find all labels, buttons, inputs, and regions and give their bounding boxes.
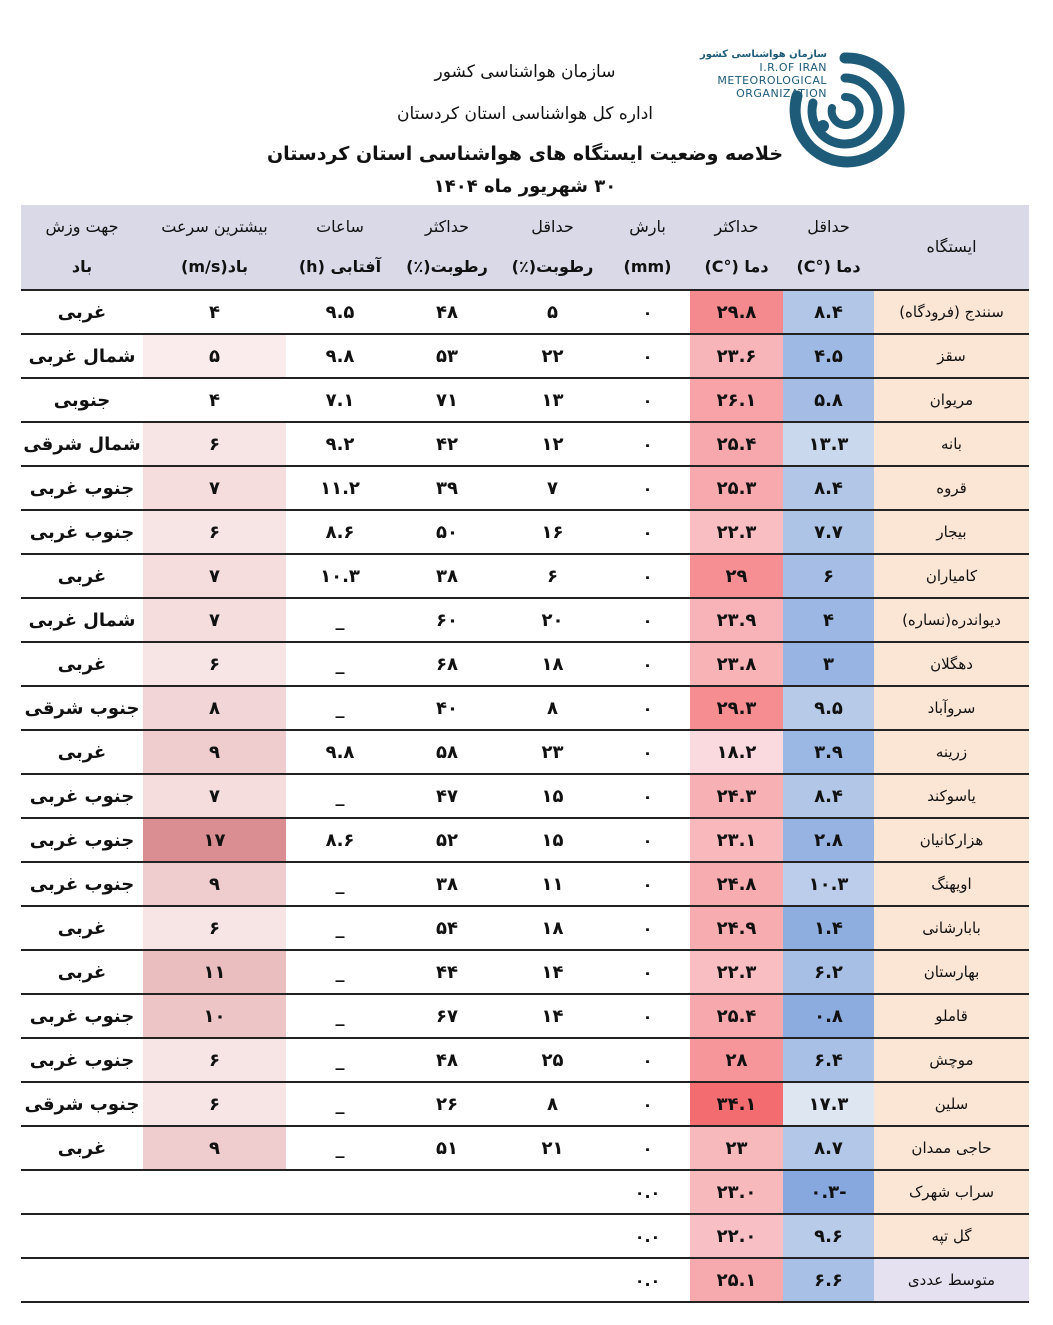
column-header	[500, 205, 605, 290]
table-row	[21, 510, 1029, 554]
max-wind-speed: ۴	[143, 290, 286, 334]
sunshine-hours	[286, 1214, 394, 1258]
station-name: اویهنگ	[874, 862, 1029, 906]
min-temp: ۶.۶	[783, 1258, 874, 1302]
wind-direction: جنوب غربی	[21, 994, 143, 1038]
wind-direction: جنوب غربی	[21, 466, 143, 510]
precipitation: ۰	[605, 1082, 690, 1126]
max-temp: ۲۳.۱	[690, 818, 783, 862]
meteorological-organization-logo	[695, 48, 910, 173]
table-row	[21, 774, 1029, 818]
logo-text-en-1: I.R.OF IRAN	[759, 61, 827, 74]
max-wind-speed: ۶	[143, 906, 286, 950]
precipitation: ۰	[605, 510, 690, 554]
table-row	[21, 1126, 1029, 1170]
sunshine-hours: ۹.۸	[286, 334, 394, 378]
max-humidity: ۴۸	[394, 290, 500, 334]
precipitation: ۰.۰	[605, 1258, 690, 1302]
min-temp: ۲.۸	[783, 818, 874, 862]
max-temp: ۲۵.۳	[690, 466, 783, 510]
table-row	[21, 378, 1029, 422]
table-row	[21, 1082, 1029, 1126]
min-temp: ۸.۴	[783, 290, 874, 334]
min-humidity: ۶	[500, 554, 605, 598]
max-humidity: ۵۳	[394, 334, 500, 378]
min-temp: ۱۷.۳	[783, 1082, 874, 1126]
min-humidity: ۱۲	[500, 422, 605, 466]
sunshine-hours	[286, 1258, 394, 1302]
max-temp: ۲۵.۴	[690, 994, 783, 1038]
column-header-line2: (mm)	[623, 257, 672, 276]
min-humidity: ۲۳	[500, 730, 605, 774]
column-header	[690, 205, 783, 290]
station-name: موچش	[874, 1038, 1029, 1082]
max-humidity: ۵۴	[394, 906, 500, 950]
max-humidity: ۵۲	[394, 818, 500, 862]
table-row	[21, 1170, 1029, 1214]
wind-direction: جنوبی	[21, 378, 143, 422]
column-header	[783, 205, 874, 290]
wind-direction: غربی	[21, 642, 143, 686]
max-temp: ۲۹.۸	[690, 290, 783, 334]
max-humidity: ۷۱	[394, 378, 500, 422]
table-row	[21, 686, 1029, 730]
min-temp: ۱۰.۳	[783, 862, 874, 906]
min-temp: ۸.۴	[783, 466, 874, 510]
sunshine-hours: _	[286, 1126, 394, 1170]
column-header-line1: حداقل	[807, 217, 850, 236]
min-humidity	[500, 1214, 605, 1258]
wind-direction: غربی	[21, 1126, 143, 1170]
max-wind-speed: ۷	[143, 774, 286, 818]
max-wind-speed: ۶	[143, 642, 286, 686]
precipitation: ۰.۰	[605, 1214, 690, 1258]
column-header	[143, 205, 286, 290]
min-humidity: ۲۲	[500, 334, 605, 378]
max-wind-speed: ۶	[143, 510, 286, 554]
sunshine-hours: ۱۱.۲	[286, 466, 394, 510]
column-header	[874, 205, 1029, 290]
wind-direction: غربی	[21, 290, 143, 334]
precipitation: ۰	[605, 378, 690, 422]
precipitation: ۰	[605, 1038, 690, 1082]
min-temp: ۹.۶	[783, 1214, 874, 1258]
table-row	[21, 950, 1029, 994]
max-wind-speed: ۷	[143, 598, 286, 642]
max-wind-speed: ۱۰	[143, 994, 286, 1038]
table-row	[21, 818, 1029, 862]
column-header-line1: بیشترین سرعت	[161, 217, 268, 236]
sunshine-hours: _	[286, 994, 394, 1038]
station-name: بابارشانی	[874, 906, 1029, 950]
station-name: متوسط عددی	[874, 1258, 1029, 1302]
min-temp: ۶.۴	[783, 1038, 874, 1082]
column-header-line1: حداقل	[531, 217, 574, 236]
max-temp: ۳۴.۱	[690, 1082, 783, 1126]
max-temp: ۲۳.۶	[690, 334, 783, 378]
column-header-line2: رطوبت(٪)	[511, 257, 594, 276]
min-temp: ۹.۵	[783, 686, 874, 730]
column-header	[605, 205, 690, 290]
sunshine-hours: _	[286, 774, 394, 818]
max-humidity: ۴۴	[394, 950, 500, 994]
wind-direction: جنوب شرقی	[21, 1082, 143, 1126]
station-name: دهگلان	[874, 642, 1029, 686]
max-humidity: ۴۲	[394, 422, 500, 466]
sunshine-hours: _	[286, 862, 394, 906]
station-name: قاملو	[874, 994, 1029, 1038]
wind-direction: جنوب غربی	[21, 510, 143, 554]
wind-direction: غربی	[21, 906, 143, 950]
max-humidity: ۶۸	[394, 642, 500, 686]
sunshine-hours: _	[286, 1082, 394, 1126]
max-wind-speed: ۴	[143, 378, 286, 422]
min-humidity	[500, 1258, 605, 1302]
max-wind-speed: ۹	[143, 730, 286, 774]
station-name: سراب شهرک	[874, 1170, 1029, 1214]
min-humidity: ۱۳	[500, 378, 605, 422]
table-row	[21, 906, 1029, 950]
station-name: سلین	[874, 1082, 1029, 1126]
min-humidity: ۱۸	[500, 906, 605, 950]
sunshine-hours: _	[286, 598, 394, 642]
max-humidity: ۳۸	[394, 862, 500, 906]
min-temp: ۸.۷	[783, 1126, 874, 1170]
wind-direction: جنوب غربی	[21, 774, 143, 818]
max-humidity: ۴۸	[394, 1038, 500, 1082]
max-humidity: ۴۷	[394, 774, 500, 818]
max-temp: ۲۲.۳	[690, 950, 783, 994]
station-name: کامیاران	[874, 554, 1029, 598]
wind-direction: جنوب شرقی	[21, 686, 143, 730]
min-temp: ۶	[783, 554, 874, 598]
column-header-line1: بارش	[629, 217, 666, 236]
column-header-line2: دما (°C)	[796, 257, 861, 276]
column-header	[394, 205, 500, 290]
column-header-line2: باد	[71, 257, 93, 276]
max-humidity	[394, 1258, 500, 1302]
min-temp: ۴.۵	[783, 334, 874, 378]
max-temp: ۲۹.۳	[690, 686, 783, 730]
precipitation: ۰	[605, 598, 690, 642]
table-row	[21, 994, 1029, 1038]
max-wind-speed: ۷	[143, 554, 286, 598]
min-humidity: ۱۵	[500, 774, 605, 818]
sunshine-hours: ۹.۵	[286, 290, 394, 334]
min-humidity: ۱۴	[500, 994, 605, 1038]
sunshine-hours: _	[286, 1038, 394, 1082]
max-humidity: ۵۸	[394, 730, 500, 774]
min-humidity: ۸	[500, 1082, 605, 1126]
min-humidity: ۲۱	[500, 1126, 605, 1170]
max-wind-speed: ۱۱	[143, 950, 286, 994]
min-temp: ۰.۸	[783, 994, 874, 1038]
station-name: سقز	[874, 334, 1029, 378]
max-wind-speed	[143, 1214, 286, 1258]
max-temp: ۲۹	[690, 554, 783, 598]
station-name: بانه	[874, 422, 1029, 466]
org-name: سازمان هواشناسی کشور	[434, 62, 616, 82]
max-wind-speed: ۶	[143, 422, 286, 466]
logo-text-en-3: ORGANIZATION	[736, 87, 827, 100]
station-name: بهارستان	[874, 950, 1029, 994]
report-title: خلاصه وضعیت ایستگاه های هواشناسی استان کردستان	[266, 143, 784, 165]
min-humidity: ۷	[500, 466, 605, 510]
max-temp: ۲۴.۹	[690, 906, 783, 950]
min-temp: ۱.۴	[783, 906, 874, 950]
max-wind-speed: ۸	[143, 686, 286, 730]
min-temp: ۶.۲	[783, 950, 874, 994]
max-wind-speed	[143, 1258, 286, 1302]
max-temp: ۲۳	[690, 1126, 783, 1170]
min-humidity: ۱۸	[500, 642, 605, 686]
average-row	[21, 1258, 1029, 1302]
table-row	[21, 554, 1029, 598]
max-temp: ۲۳.۸	[690, 642, 783, 686]
max-wind-speed: ۶	[143, 1038, 286, 1082]
table-body	[21, 290, 1029, 1302]
min-temp: ۵.۸	[783, 378, 874, 422]
max-temp: ۲۴.۳	[690, 774, 783, 818]
precipitation: ۰	[605, 818, 690, 862]
precipitation: ۰.۰	[605, 1170, 690, 1214]
min-temp: ۱۳.۳	[783, 422, 874, 466]
wind-direction: غربی	[21, 554, 143, 598]
department-name: اداره کل هواشناسی استان کردستان	[397, 104, 653, 124]
max-humidity: ۴۰	[394, 686, 500, 730]
precipitation: ۰	[605, 994, 690, 1038]
min-humidity: ۲۵	[500, 1038, 605, 1082]
max-temp: ۲۵.۱	[690, 1258, 783, 1302]
sunshine-hours: _	[286, 686, 394, 730]
wind-direction	[21, 1214, 143, 1258]
column-header-line1: حداکثر	[424, 217, 469, 236]
column-header-line2: آفتابی (h)	[298, 257, 382, 276]
max-temp: ۲۳.۹	[690, 598, 783, 642]
max-humidity: ۶۰	[394, 598, 500, 642]
table-row	[21, 862, 1029, 906]
station-name: بیجار	[874, 510, 1029, 554]
precipitation: ۰	[605, 554, 690, 598]
station-name: سنندج (فرودگاه)	[874, 290, 1029, 334]
min-temp: -۰.۳	[783, 1170, 874, 1214]
station-name: مریوان	[874, 378, 1029, 422]
min-temp: ۸.۴	[783, 774, 874, 818]
wind-direction: شمال غربی	[21, 598, 143, 642]
max-temp: ۲۸	[690, 1038, 783, 1082]
table-row	[21, 1214, 1029, 1258]
table-row	[21, 422, 1029, 466]
sunshine-hours: ۸.۶	[286, 818, 394, 862]
column-header-line1: ایستگاه	[926, 237, 977, 256]
precipitation: ۰	[605, 642, 690, 686]
column-header-line1: جهت وزش	[45, 217, 119, 236]
max-temp: ۲۲.۰	[690, 1214, 783, 1258]
min-humidity: ۱۴	[500, 950, 605, 994]
min-temp: ۳	[783, 642, 874, 686]
max-humidity: ۲۶	[394, 1082, 500, 1126]
wind-direction: جنوب غربی	[21, 818, 143, 862]
sunshine-hours: ۹.۸	[286, 730, 394, 774]
table-row	[21, 466, 1029, 510]
wind-direction: شمال شرقی	[21, 422, 143, 466]
max-humidity: ۳۸	[394, 554, 500, 598]
station-name: دیواندره(نساره)	[874, 598, 1029, 642]
sunshine-hours: _	[286, 906, 394, 950]
sunshine-hours	[286, 1170, 394, 1214]
min-humidity: ۸	[500, 686, 605, 730]
max-temp: ۱۸.۲	[690, 730, 783, 774]
precipitation: ۰	[605, 422, 690, 466]
wind-direction: غربی	[21, 730, 143, 774]
precipitation: ۰	[605, 730, 690, 774]
precipitation: ۰	[605, 906, 690, 950]
min-humidity: ۱۶	[500, 510, 605, 554]
max-humidity: ۶۷	[394, 994, 500, 1038]
station-name: قروه	[874, 466, 1029, 510]
sunshine-hours: ۹.۲	[286, 422, 394, 466]
column-header-line2: رطوبت(٪)	[406, 257, 488, 276]
precipitation: ۰	[605, 466, 690, 510]
max-wind-speed: ۱۷	[143, 818, 286, 862]
sunshine-hours: ۱۰.۳	[286, 554, 394, 598]
table-row	[21, 1038, 1029, 1082]
station-name: حاجی ممدان	[874, 1126, 1029, 1170]
max-temp: ۲۵.۴	[690, 422, 783, 466]
sunshine-hours: _	[286, 950, 394, 994]
min-humidity: ۲۰	[500, 598, 605, 642]
precipitation: ۰	[605, 950, 690, 994]
wind-direction	[21, 1258, 143, 1302]
precipitation: ۰	[605, 862, 690, 906]
precipitation: ۰	[605, 334, 690, 378]
max-wind-speed: ۵	[143, 334, 286, 378]
station-name: گل تپه	[874, 1214, 1029, 1258]
min-humidity: ۱۱	[500, 862, 605, 906]
report-header	[0, 0, 1053, 205]
max-humidity: ۵۱	[394, 1126, 500, 1170]
station-name: زرینه	[874, 730, 1029, 774]
table-header-row	[21, 205, 1029, 290]
table-row	[21, 642, 1029, 686]
sunshine-hours: ۷.۱	[286, 378, 394, 422]
precipitation: ۰	[605, 1126, 690, 1170]
min-humidity	[500, 1170, 605, 1214]
min-humidity: ۱۵	[500, 818, 605, 862]
max-temp: ۲۳.۰	[690, 1170, 783, 1214]
precipitation: ۰	[605, 774, 690, 818]
sunshine-hours: ۸.۶	[286, 510, 394, 554]
max-wind-speed: ۶	[143, 1082, 286, 1126]
max-humidity	[394, 1214, 500, 1258]
wind-direction: غربی	[21, 950, 143, 994]
station-name: هزارکانیان	[874, 818, 1029, 862]
column-header-line1: حداکثر	[714, 217, 759, 236]
table-row	[21, 290, 1029, 334]
station-summary-table	[21, 205, 1029, 1303]
min-temp: ۳.۹	[783, 730, 874, 774]
max-temp: ۲۲.۳	[690, 510, 783, 554]
min-temp: ۴	[783, 598, 874, 642]
column-header-line1: ساعات	[316, 217, 364, 236]
column-header	[286, 205, 394, 290]
min-humidity: ۵	[500, 290, 605, 334]
wind-direction: جنوب غربی	[21, 862, 143, 906]
max-temp: ۲۴.۸	[690, 862, 783, 906]
max-wind-speed: ۷	[143, 466, 286, 510]
station-name: یاسوکند	[874, 774, 1029, 818]
table-row	[21, 598, 1029, 642]
min-temp: ۷.۷	[783, 510, 874, 554]
table-row	[21, 334, 1029, 378]
table-row	[21, 730, 1029, 774]
column-header-line2: باد(m/s)	[181, 257, 248, 276]
max-wind-speed	[143, 1170, 286, 1214]
logo-text-fa: سازمان هواشناسی کشور	[699, 49, 827, 60]
wind-direction: جنوب غربی	[21, 1038, 143, 1082]
station-name: سروآباد	[874, 686, 1029, 730]
report-date: ۳۰ شهریور ماه ۱۴۰۴	[433, 176, 617, 197]
max-humidity: ۳۹	[394, 466, 500, 510]
max-wind-speed: ۹	[143, 862, 286, 906]
logo-text-en-2: METEOROLOGICAL	[717, 74, 827, 87]
sunshine-hours: _	[286, 642, 394, 686]
wind-direction	[21, 1170, 143, 1214]
precipitation: ۰	[605, 290, 690, 334]
max-wind-speed: ۹	[143, 1126, 286, 1170]
max-humidity	[394, 1170, 500, 1214]
max-temp: ۲۶.۱	[690, 378, 783, 422]
wind-direction: شمال غربی	[21, 334, 143, 378]
spiral-emblem-icon	[783, 48, 908, 173]
precipitation: ۰	[605, 686, 690, 730]
column-header-line2: دما (°C)	[704, 257, 769, 276]
column-header	[21, 205, 143, 290]
max-humidity: ۵۰	[394, 510, 500, 554]
